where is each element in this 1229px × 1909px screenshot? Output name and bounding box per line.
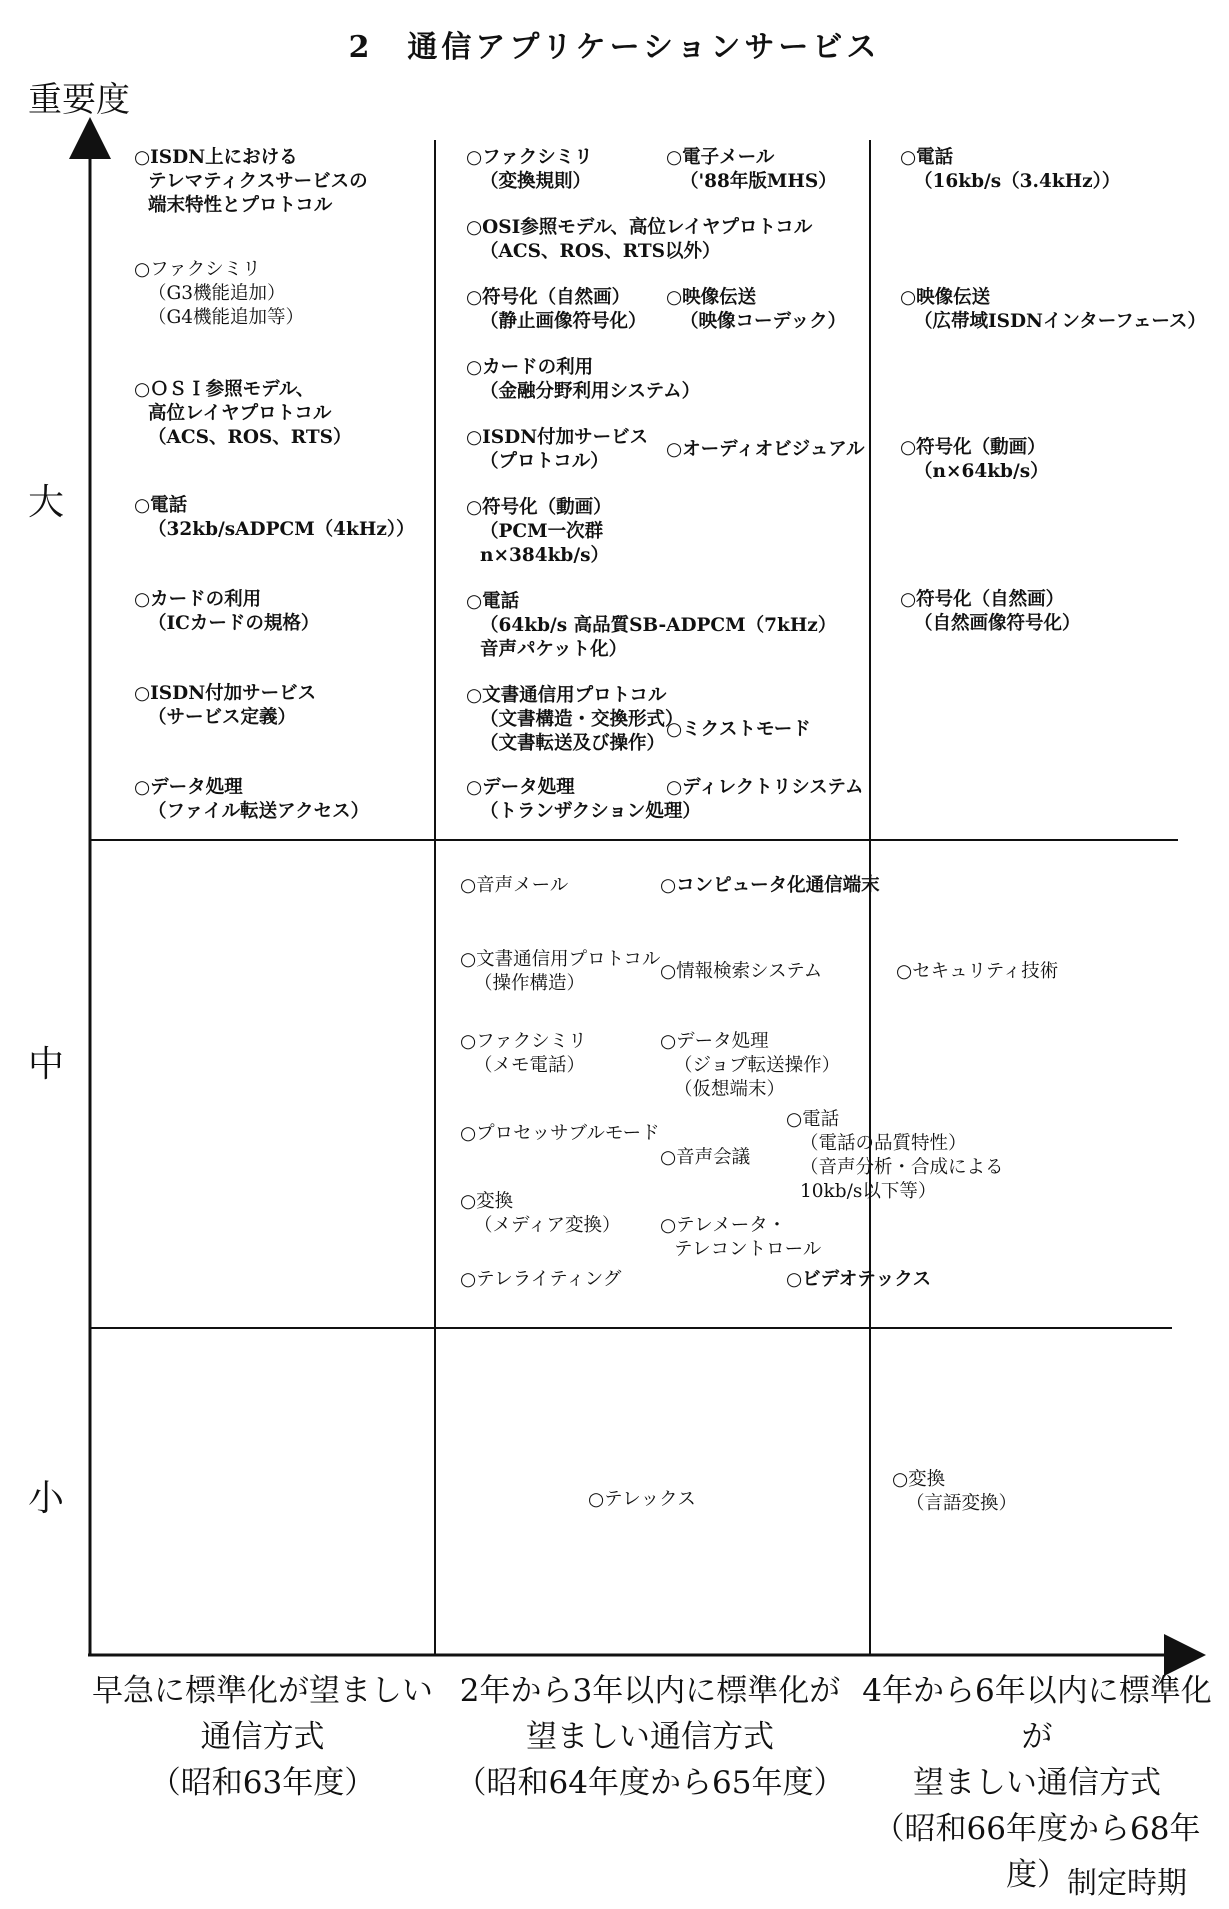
entry-voice-mail: ○音声メール — [460, 875, 569, 896]
period-label-1: 早急に標準化が望ましい 通信方式 （昭和63年度） — [92, 1673, 433, 1801]
entry-telewriting: ○テレライティング — [460, 1269, 622, 1290]
period-label-2: 2年から3年以内に標準化が 望ましい通信方式 （昭和64年度から65年度） — [455, 1673, 845, 1801]
entry-coding-natural: ○符号化（自然画） （自然画像符号化） — [900, 589, 1081, 634]
entry-computerized-terminal: ○コンピュータ化通信端末 — [660, 875, 880, 896]
entry-processable-mode: ○プロセッサブルモード — [460, 1123, 660, 1144]
level-low: 小 — [28, 1478, 65, 1519]
entry-coding-still: ○符号化（自然画） （静止画像符号化） — [466, 287, 647, 332]
entry-card-ic: ○カードの利用 （ICカードの規格） — [134, 589, 320, 634]
y-axis-label: 重要度 — [28, 80, 130, 120]
entry-media-conversion: ○変換 （メディア変換） — [460, 1191, 621, 1236]
entry-mixed-mode: ○ミクストモード — [666, 719, 811, 740]
entry-video-codec: ○映像伝送 （映像コーデック） — [666, 287, 847, 332]
entry-osi-other: ○OSI参照モデル、高位レイヤプロトコル （ACS、ROS、RTS以外） — [466, 217, 813, 262]
entry-telephone-quality: ○電話 （電話の品質特性） （音声分析・合成による 10kb/s以下等） — [786, 1109, 1004, 1202]
entry-facsimile-conversion: ○ファクシミリ （変換規則） — [466, 147, 593, 192]
entry-document-operation: ○文書通信用プロトコル （操作構造） — [460, 949, 661, 994]
entry-isdn-protocol: ○ISDN付加サービス （プロトコル） — [466, 427, 649, 472]
entry-card-finance: ○カードの利用 （金融分野利用システム） — [466, 357, 701, 402]
entry-document-protocol: ○文書通信用プロトコル （文書構造・交換形式） （文書転送及び操作） — [466, 685, 684, 754]
entry-facsimile-memo: ○ファクシミリ （メモ電話） — [460, 1031, 587, 1076]
entry-information-retrieval: ○情報検索システム — [660, 961, 823, 982]
entry-language-conversion: ○変換 （言語変換） — [892, 1469, 1018, 1514]
entry-email-mhs: ○電子メール （'88年版MHS） — [666, 147, 837, 192]
entry-data-job-transfer: ○データ処理 （ジョブ転送操作） （仮想端末） — [660, 1031, 841, 1100]
entry-telephone-16k: ○電話 （16kb/s（3.4kHz）） — [900, 147, 1121, 192]
entry-coding-pcm: ○符号化（動画） （PCM一次群 n×384kb/s） — [466, 497, 612, 566]
entry-coding-motion-64k: ○符号化（動画） （n×64kb/s） — [900, 437, 1049, 482]
entry-data-file-transfer: ○データ処理 （ファイル転送アクセス） — [134, 777, 370, 822]
level-mid: 中 — [28, 1044, 65, 1085]
entry-videotex: ○ビデオテックス — [786, 1269, 932, 1290]
entry-telemeter: ○テレメータ・ テレコントロール — [660, 1215, 822, 1260]
entry-facsimile-g3g4: ○ファクシミリ （G3機能追加） （G4機能追加等） — [134, 259, 305, 328]
level-high: 大 — [28, 482, 65, 523]
entry-telephone-64k: ○電話 （64kb/s 高品質SB-ADPCM（7kHz） 音声パケット化） — [466, 591, 837, 660]
entry-telex: ○テレックス — [588, 1489, 696, 1510]
x-axis-label: 制定時期 — [1067, 1866, 1187, 1901]
entry-osi-reference: ○ＯＳＩ参照モデル、 高位レイヤプロトコル （ACS、ROS、RTS） — [134, 379, 352, 448]
entry-isdn-service-def: ○ISDN付加サービス （サービス定義） — [134, 683, 317, 728]
page-title: 2 通信アプリケーションサービス — [348, 30, 881, 65]
entry-telematics-isdn: ○ISDN上における テレマティクスサービスの 端末特性とプロトコル — [134, 147, 368, 216]
entry-security: ○セキュリティ技術 — [896, 961, 1059, 982]
entry-video-broadband: ○映像伝送 （広帯域ISDNインターフェース） — [900, 287, 1206, 332]
entry-audio-conference: ○音声会議 — [660, 1147, 751, 1168]
entry-audiovisual: ○オーディオビジュアル — [666, 439, 865, 460]
entry-directory-system: ○ディレクトリシステム — [666, 777, 864, 798]
entry-telephone-32k: ○電話 （32kb/sADPCM（4kHz）） — [134, 495, 415, 540]
period-label-3: 4年から6年以内に標準化が 望ましい通信方式 （昭和66年度から68年度） — [862, 1673, 1212, 1893]
entry-data-transaction: ○データ処理 （トランザクション処理） — [466, 777, 701, 822]
